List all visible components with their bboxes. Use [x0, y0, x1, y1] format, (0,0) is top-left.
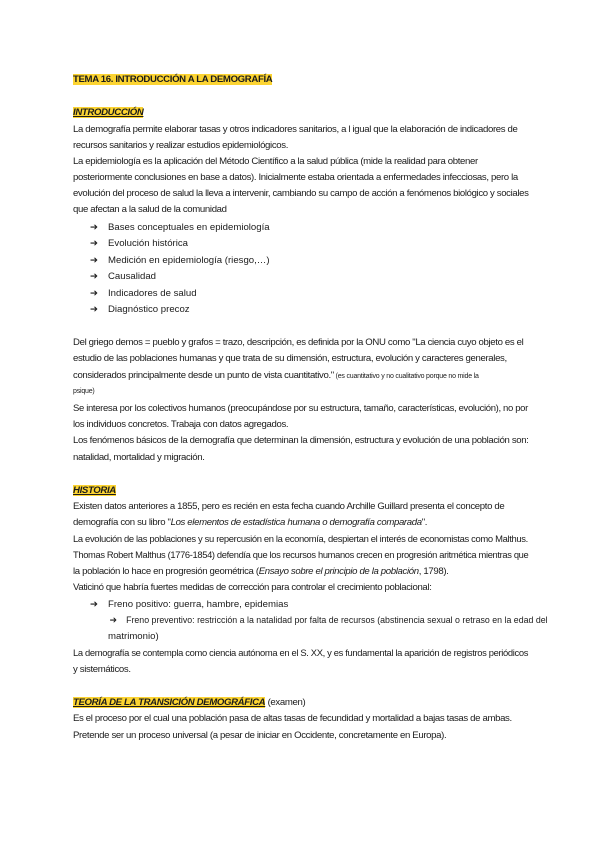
historia-paragraph-2-line-2: Thomas Robert Malthus (1776-1854) defendía que los recursos humanos crecen en progresión aritmética mientras que [73, 550, 529, 561]
section-heading-introduccion: INTRODUCCIÓN [73, 107, 144, 118]
list-item: ➔ Freno positivo: guerra, hambre, epidemias [90, 599, 289, 610]
page-title: TEMA 16. INTRODUCCIÓN A LA DEMOGRAFÍA [73, 74, 273, 85]
intro-paragraph-3-line-2: estudio de las poblaciones humanas y que trata de su dimensión, estructura, evolución y caracteres generales, [73, 353, 507, 364]
historia-paragraph-3: La demografía se contempla como ciencia autónoma en el S. XX, y es fundamental la aparición de registros periódicos [73, 648, 529, 659]
teoria-paragraph-2: Pretende ser un proceso universal (a pesar de iniciar en Occidente, concretamente en Europa). [73, 730, 447, 741]
arrow-icon: ➔ [90, 255, 99, 266]
list-item: ➔ Evolución histórica [90, 238, 188, 249]
intro-paragraph-2-line-4: que afectan a la salud de la comunidad [73, 204, 227, 215]
historia-paragraph-2: La evolución de las poblaciones y su repercusión en la economía, despiertan el interés de economistas como Malthus. [73, 534, 528, 545]
arrow-icon: ➔ [90, 238, 99, 249]
list-item: ➔ Medición en epidemiología (riesgo,…) [90, 255, 270, 266]
arrow-icon: ➔ [90, 304, 99, 315]
intro-paragraph-3-line-4: psique) [73, 388, 95, 395]
intro-paragraph-5: Los fenómenos básicos de la demografía que determinan la dimensión, estructura y evolución de una población son: [73, 435, 529, 446]
intro-paragraph-2-line-2: posteriormente conclusiones en base a datos). Inicialmente estaba orientada a enfermedades infecciosas, pero la [73, 172, 518, 183]
list-item: ➔ Causalidad [90, 271, 157, 282]
intro-paragraph-3: Del griego demos = pueblo y grafos = trazo, descripción, es definida por la ONU como "La ciencia cuyo objeto es el [73, 337, 524, 348]
teoria-paragraph-1: Es el proceso por el cual una población pasa de altas tasas de fecundidad y mortalidad a bajas tasas de ambas. [73, 713, 512, 724]
intro-paragraph-5-line-2: natalidad, mortalidad y migración. [73, 452, 205, 463]
historia-paragraph-1: Existen datos anteriores a 1855, pero es recién en esta fecha cuando Archille Guillard presenta el concepto de [73, 501, 505, 512]
arrow-icon: ➔ [109, 615, 117, 626]
intro-paragraph-2: La epidemiología es la aplicación del Método Científico a la salud pública (mide la realidad para obtener [73, 156, 478, 167]
list-item-continuation: matrimonio) [108, 631, 159, 642]
historia-paragraph-2-line-4: Vaticinó que habría fuertes medidas de corrección para controlar el crecimiento poblacional: [73, 582, 432, 593]
intro-paragraph-2-line-3: evolución del proceso de salud la lleva a intervenir, cambiando su campo de acción a fenómenos biológico y sociales [73, 188, 529, 199]
arrow-icon: ➔ [90, 271, 99, 282]
intro-paragraph-4-line-2: los individuos concretos. Trabaja con datos agregados. [73, 419, 289, 430]
list-item: ➔ Bases conceptuales en epidemiología [90, 222, 270, 233]
list-item: ➔ Freno preventivo: restricción a la natalidad por falta de recursos (abstinencia sexual o retraso en la edad del [109, 615, 548, 626]
historia-paragraph-3-line-2: y sistemáticos. [73, 664, 131, 675]
arrow-icon: ➔ [90, 288, 99, 299]
arrow-icon: ➔ [90, 599, 99, 610]
intro-paragraph-1: La demografía permite elaborar tasas y otros indicadores sanitarios, a l igual que la elaboración de indicadores de [73, 124, 518, 135]
section-heading-teoria: TEORÍA DE LA TRANSICIÓN DEMOGRÁFICA (examen) [73, 697, 306, 708]
historia-paragraph-1-line-2: demografía con su libro "Los elementos de estadística humana o demografía comparada". [73, 517, 428, 528]
section-heading-historia: HISTORIA [73, 485, 116, 496]
historia-paragraph-2-line-3: la población lo hace en progresión geométrica (Ensayo sobre el principio de la población, 1798). [73, 566, 449, 577]
list-item: ➔ Indicadores de salud [90, 288, 197, 299]
arrow-icon: ➔ [90, 222, 99, 233]
intro-paragraph-4: Se interesa por los colectivos humanos (preocupándose por su estructura, tamaño, características, evolución), no por [73, 403, 528, 414]
intro-paragraph-1-line-2: recursos sanitarios y realizar estudios epidemiológicos. [73, 140, 289, 151]
list-item: ➔ Diagnóstico precoz [90, 304, 190, 315]
intro-paragraph-3-line-3: considerados principalmente desde un punto de vista cuantitativo." (es cuantitativo y no cualitativo porque no mide la [73, 370, 479, 381]
